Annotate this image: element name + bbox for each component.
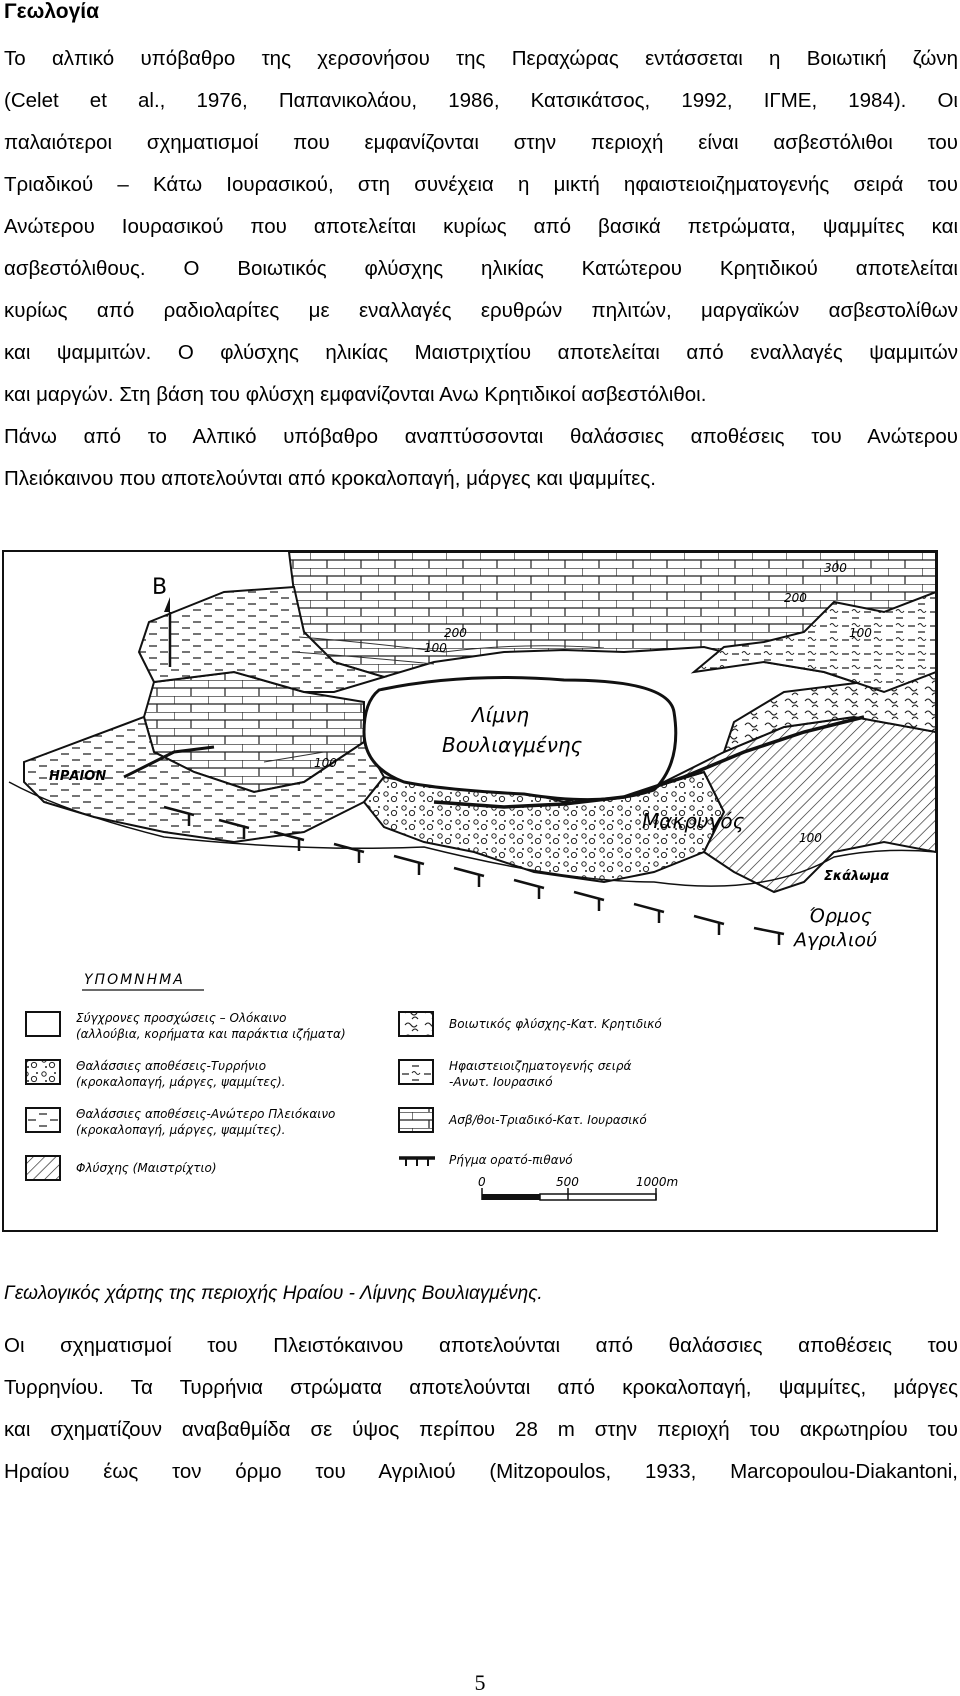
place-makrygos: Μακρυγός bbox=[642, 809, 745, 833]
contour-label-100: 100 bbox=[314, 756, 337, 770]
paragraph-line: και ψαμμιτών. Ο φλύσχης ηλικίας Μαιστριχτίου αποτελείται από εναλλαγές ψαμμιτών bbox=[4, 341, 958, 364]
paragraph-line: ασβεστόλιθους. Ο Βοιωτικός φλύσχης ηλικίας Κατώτερου Κρητιδικού αποτελείται bbox=[4, 257, 958, 280]
contour-label-200: 200 bbox=[784, 591, 807, 605]
legend-label: Θαλάσσιες αποθέσεις-Ανώτερο Πλειόκαινο bbox=[76, 1107, 336, 1121]
paragraph-line: Πάνω από το Αλπικό υπόβαθρο αναπτύσσονται θαλάσσιες αποθέσεις του Ανώτερου bbox=[4, 425, 958, 448]
place-heraion: ΗΡΑΙΟΝ bbox=[49, 769, 107, 784]
lake-label-line1: Λίμνη bbox=[472, 703, 530, 727]
north-label: Β bbox=[152, 575, 168, 600]
legend-title: ΥΠΟΜΝΗΜΑ bbox=[84, 972, 185, 988]
geological-map bbox=[4, 552, 936, 1230]
paragraph-line: Το αλπικό υπόβαθρο της χερσονήσου της Περαχώρας εντάσσεται η Βοιωτική ζώνη bbox=[4, 47, 958, 70]
legend-label: -Ανωτ. Ιουρασικό bbox=[449, 1075, 553, 1089]
legend-label: Ηφαιστειοιζηματογενής σειρά bbox=[449, 1059, 632, 1073]
legend-swatch-flysch-maastrichtian bbox=[26, 1156, 60, 1180]
paragraph-line: και σχηματίζουν αναβαθμίδα σε ύψος περίπου 28 m στην περιοχή του ακρωτηρίου του bbox=[4, 1418, 958, 1441]
legend-swatch-volcanosedimentary bbox=[399, 1060, 433, 1084]
legend-label: (αλλούβια, κορήματα και παράκτια ιζήματα) bbox=[76, 1027, 346, 1041]
bay-label-line2: Αγριλιού bbox=[794, 929, 878, 951]
figure-caption: Γεωλογικός χάρτης της περιοχής Ηραίου - Λίμνης Βουλιαγμένης. bbox=[4, 1283, 543, 1304]
page-number: 5 bbox=[474, 1670, 486, 1695]
legend-label: Ασβ/θοι-Τριαδικό-Κατ. Ιουρασικό bbox=[449, 1113, 647, 1127]
paragraph-line: και μαργών. Στη βάση του φλύσχη εμφανίζονται Ανω Κρητιδικοί ασβεστόλιθοι. bbox=[4, 383, 707, 406]
paragraph-line: Τριαδικού – Κάτω Ιουρασικού, στη συνέχεια η μικτή ηφαιστειοιζηματογενής σειρά του bbox=[4, 173, 958, 196]
paragraph-line: κυρίως από ραδιολαρίτες με εναλλαγές ερυθρών πηλιτών, μαργαϊκών ασβεστολίθων bbox=[4, 299, 958, 322]
map-legend bbox=[26, 972, 662, 1180]
legend-swatch-fault bbox=[399, 1158, 435, 1166]
contour-label-100: 100 bbox=[799, 831, 822, 845]
legend-label: Φλύσχης (Μαιστρίχτιο) bbox=[76, 1161, 217, 1175]
legend-label: Ρήγμα ορατό-πιθανό bbox=[449, 1153, 573, 1167]
contour-label-100: 100 bbox=[424, 641, 447, 655]
contour-label-200: 200 bbox=[444, 626, 467, 640]
paragraph-line: (Celet et al., 1976, Παπανικολάου, 1986, Κατσικάτσος, 1992, ΙΓΜΕ, 1984). Οι bbox=[4, 89, 958, 112]
legend-label: (κροκαλοπαγή, μάργες, ψαμμίτες). bbox=[76, 1123, 286, 1137]
lake-label-line2: Βουλιαγμένης bbox=[442, 733, 583, 757]
paragraph-line: Οι σχηματισμοί του Πλειστόκαινου αποτελούνται από θαλάσσιες αποθέσεις του bbox=[4, 1334, 958, 1357]
legend-swatch-boeotian-flysch bbox=[399, 1012, 433, 1036]
paragraph-geology-intro bbox=[4, 38, 958, 500]
legend-label: (κροκαλοπαγή, μάργες, ψαμμίτες). bbox=[76, 1075, 286, 1089]
paragraph-pleistocene bbox=[4, 1325, 958, 1493]
legend-swatch-limestone bbox=[399, 1108, 433, 1132]
legend-swatch-tyrrhenian bbox=[26, 1060, 60, 1084]
legend-label: Βοιωτικός φλύσχης-Κατ. Κρητιδικό bbox=[449, 1017, 662, 1031]
scale-bar bbox=[478, 1175, 678, 1200]
paragraph-line: Ανώτερου Ιουρασικού που αποτελείται κυρίως από βασικά πετρώματα, ψαμμίτες και bbox=[4, 215, 958, 238]
scale-label-500: 500 bbox=[556, 1175, 579, 1189]
legend-label: Σύγχρονες προσχώσεις – Ολόκαινο bbox=[76, 1011, 287, 1025]
legend-label: Θαλάσσιες αποθέσεις-Τυρρήνιο bbox=[76, 1059, 267, 1073]
scale-label-0: 0 bbox=[478, 1175, 486, 1189]
legend-swatch-upper-pliocene bbox=[26, 1108, 60, 1132]
section-heading: Γεωλογία bbox=[4, 0, 100, 23]
legend-swatch-alluvium bbox=[26, 1012, 60, 1036]
contour-label-100: 100 bbox=[849, 626, 872, 640]
place-skaloma: Σκάλωμα bbox=[824, 869, 890, 884]
paragraph-line: Πλειόκαινου που αποτελούνται από κροκαλοπαγή, μάργες και ψαμμίτες. bbox=[4, 467, 656, 490]
paragraph-line: Ηραίου έως τον όρμο του Αγριλιού (Mitzopoulos, 1933, Marcopoulou-Diakantoni, bbox=[4, 1460, 958, 1483]
geological-map-figure bbox=[2, 550, 938, 1232]
paragraph-line: παλαιότεροι σχηματισμοί που εμφανίζονται στην περιοχή είναι ασβεστόλιθοι του bbox=[4, 131, 958, 154]
scale-label-1000: 1000m bbox=[636, 1175, 679, 1189]
contour-label-300: 300 bbox=[824, 561, 847, 575]
bay-label-line1: Όρμος bbox=[809, 905, 872, 927]
paragraph-line: Τυρρηνίου. Τα Τυρρήνια στρώματα αποτελούνται από κροκαλοπαγή, ψαμμίτες, μάργες bbox=[4, 1376, 958, 1399]
